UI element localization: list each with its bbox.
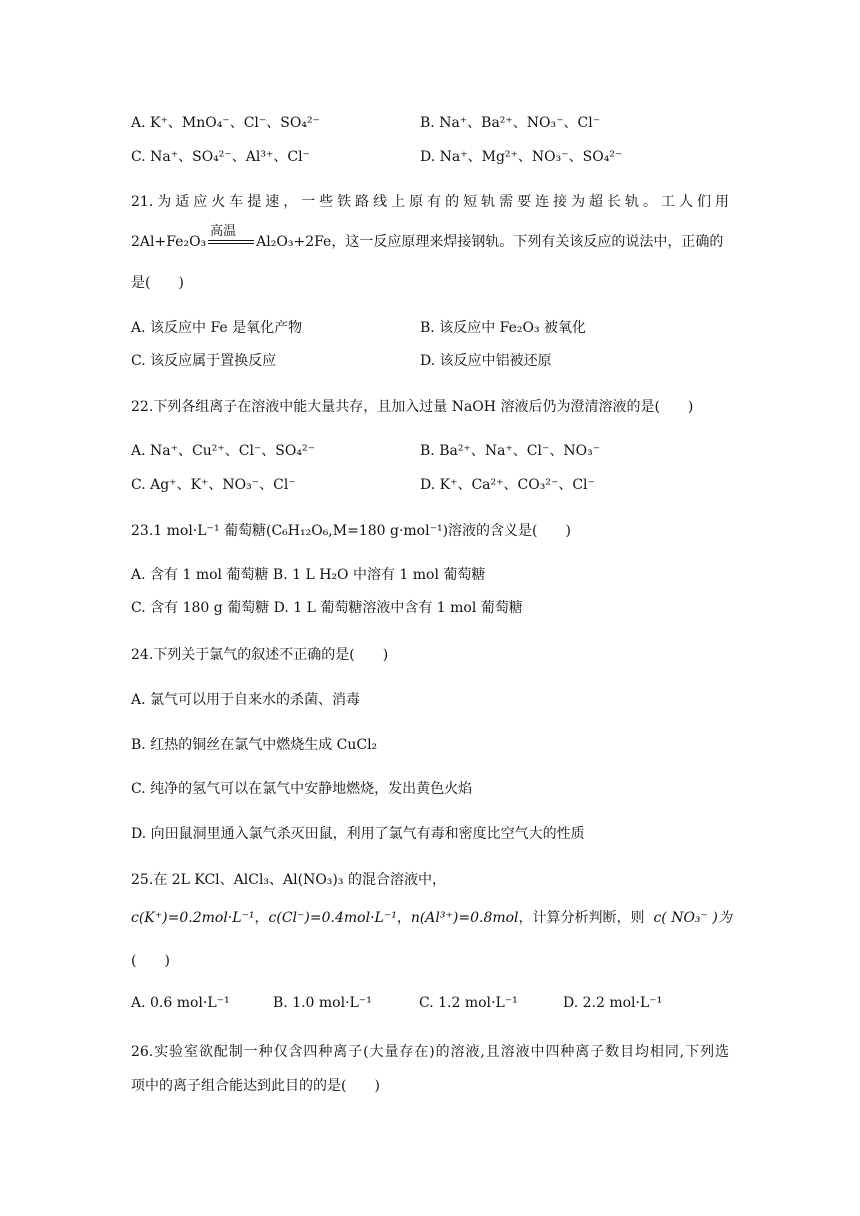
reaction-condition: [208, 224, 254, 250]
c-no3-expression: c( NO₃⁻ )为: [653, 910, 732, 926]
q20-option-c: C. Na⁺、SO₄²⁻、Al³⁺、Cl⁻: [131, 149, 310, 165]
c-cl-expression: c(Cl⁻)=0.4mol·L⁻¹: [268, 910, 397, 926]
q23-options-ab: A. 含有 1 mol 葡萄糖 B. 1 L H₂O 中溶有 1 mol 葡萄糖: [131, 567, 486, 583]
q24-option-a: A. 氯气可以用于自来水的杀菌、消毒: [131, 692, 361, 708]
condition-label: 高温: [210, 224, 237, 239]
q21-products: Al₂O₃+2Fe: [256, 234, 332, 250]
q21-option-a: A. 该反应中 Fe 是氧化产物: [131, 320, 303, 336]
q24-option-b: B. 红热的铜丝在氯气中燃烧生成 CuCl₂: [131, 737, 378, 753]
q21-reactants: 2Al+Fe₂O₃: [131, 234, 207, 250]
q22-option-c: C. Ag⁺、K⁺、NO₃⁻、Cl⁻: [131, 477, 296, 493]
q25-option-d: D. 2.2 mol·L⁻¹: [563, 995, 663, 1011]
q26-stem-line1: 26.实验室欲配制一种仅含四种离子(大量存在)的溶液,且溶液中四种离子数目均相同,下列选: [131, 1044, 729, 1060]
q25-stem: 25.在 2L KCl、AlCl₃、Al(NO₃)₃ 的混合溶液中，: [131, 872, 446, 888]
c-k-expression: c(K⁺)=0.2mol·L⁻¹: [131, 910, 255, 926]
q25-blank: ( ): [131, 953, 170, 969]
q24-option-c: C. 纯净的氢气可以在氯气中安静地燃烧，发出黄色火焰: [131, 781, 473, 797]
q20-option-d: D. Na⁺、Mg²⁺、NO₃⁻、SO₄²⁻: [420, 149, 623, 165]
q22-option-b: B. Ba²⁺、Na⁺、Cl⁻、NO₃⁻: [420, 443, 601, 459]
q21-stem-line1: 21.为适应火车提速，一些铁路线上原有的短轨需要连接为超长轨。工人们用: [131, 194, 729, 210]
q23-options-cd: C. 含有 180 g 葡萄糖 D. 1 L 葡萄糖溶液中含有 1 mol 葡萄糖: [131, 600, 523, 616]
q22-stem: 22.下列各组离子在溶液中能大量共存，且加入过量 NaOH 溶液后仍为澄清溶液的是( ): [131, 399, 694, 415]
q25-conditions: c(K⁺)=0.2mol·L⁻¹，c(Cl⁻)=0.4mol·L⁻¹，n(Al³⁺)=0.8mol，计算分析判断，则 c( NO₃⁻ )为: [131, 910, 732, 926]
q22-option-d: D. K⁺、Ca²⁺、CO₃²⁻、Cl⁻: [420, 477, 595, 493]
q22-option-a: A. Na⁺、Cu²⁺、Cl⁻、SO₄²⁻: [131, 443, 315, 459]
q21-option-b: B. 该反应中 Fe₂O₃ 被氧化: [420, 320, 587, 336]
q21-option-c: C. 该反应属于置换反应: [131, 353, 277, 369]
q24-stem: 24.下列关于氯气的叙述不正确的是( ): [131, 647, 389, 663]
q24-option-d: D. 向田鼠洞里通入氯气杀灭田鼠，利用了氯气有毒和密度比空气大的性质: [131, 826, 585, 842]
double-line: [208, 238, 254, 246]
q20-option-b: B. Na⁺、Ba²⁺、NO₃⁻、Cl⁻: [420, 115, 601, 131]
q21-option-d: D. 该反应中铝被还原: [420, 353, 552, 369]
q21-stem-line3: 是( ): [131, 275, 184, 291]
q21-stem-line2: [131, 224, 724, 251]
q25-option-c: C. 1.2 mol·L⁻¹: [419, 995, 518, 1011]
q25-option-a: A. 0.6 mol·L⁻¹: [131, 995, 230, 1011]
q23-stem: 23.1 mol·L⁻¹ 葡萄糖(C₆H₁₂O₆,M=180 g·mol⁻¹)溶液的含义是( ): [131, 523, 571, 539]
q20-option-a: A. K⁺、MnO₄⁻、Cl⁻、SO₄²⁻: [131, 115, 320, 131]
q25-option-b: B. 1.0 mol·L⁻¹: [273, 995, 372, 1011]
q25-tail: ，计算分析判断，则: [518, 910, 645, 926]
q21-stem-rest: ，这一反应原理来焊接钢轨。下列有关该反应的说法中，正确的: [331, 234, 724, 250]
q26-stem-line2: 项中的离子组合能达到此目的的是( ): [131, 1078, 380, 1094]
n-al-expression: n(Al³⁺)=0.8mol: [410, 910, 519, 926]
